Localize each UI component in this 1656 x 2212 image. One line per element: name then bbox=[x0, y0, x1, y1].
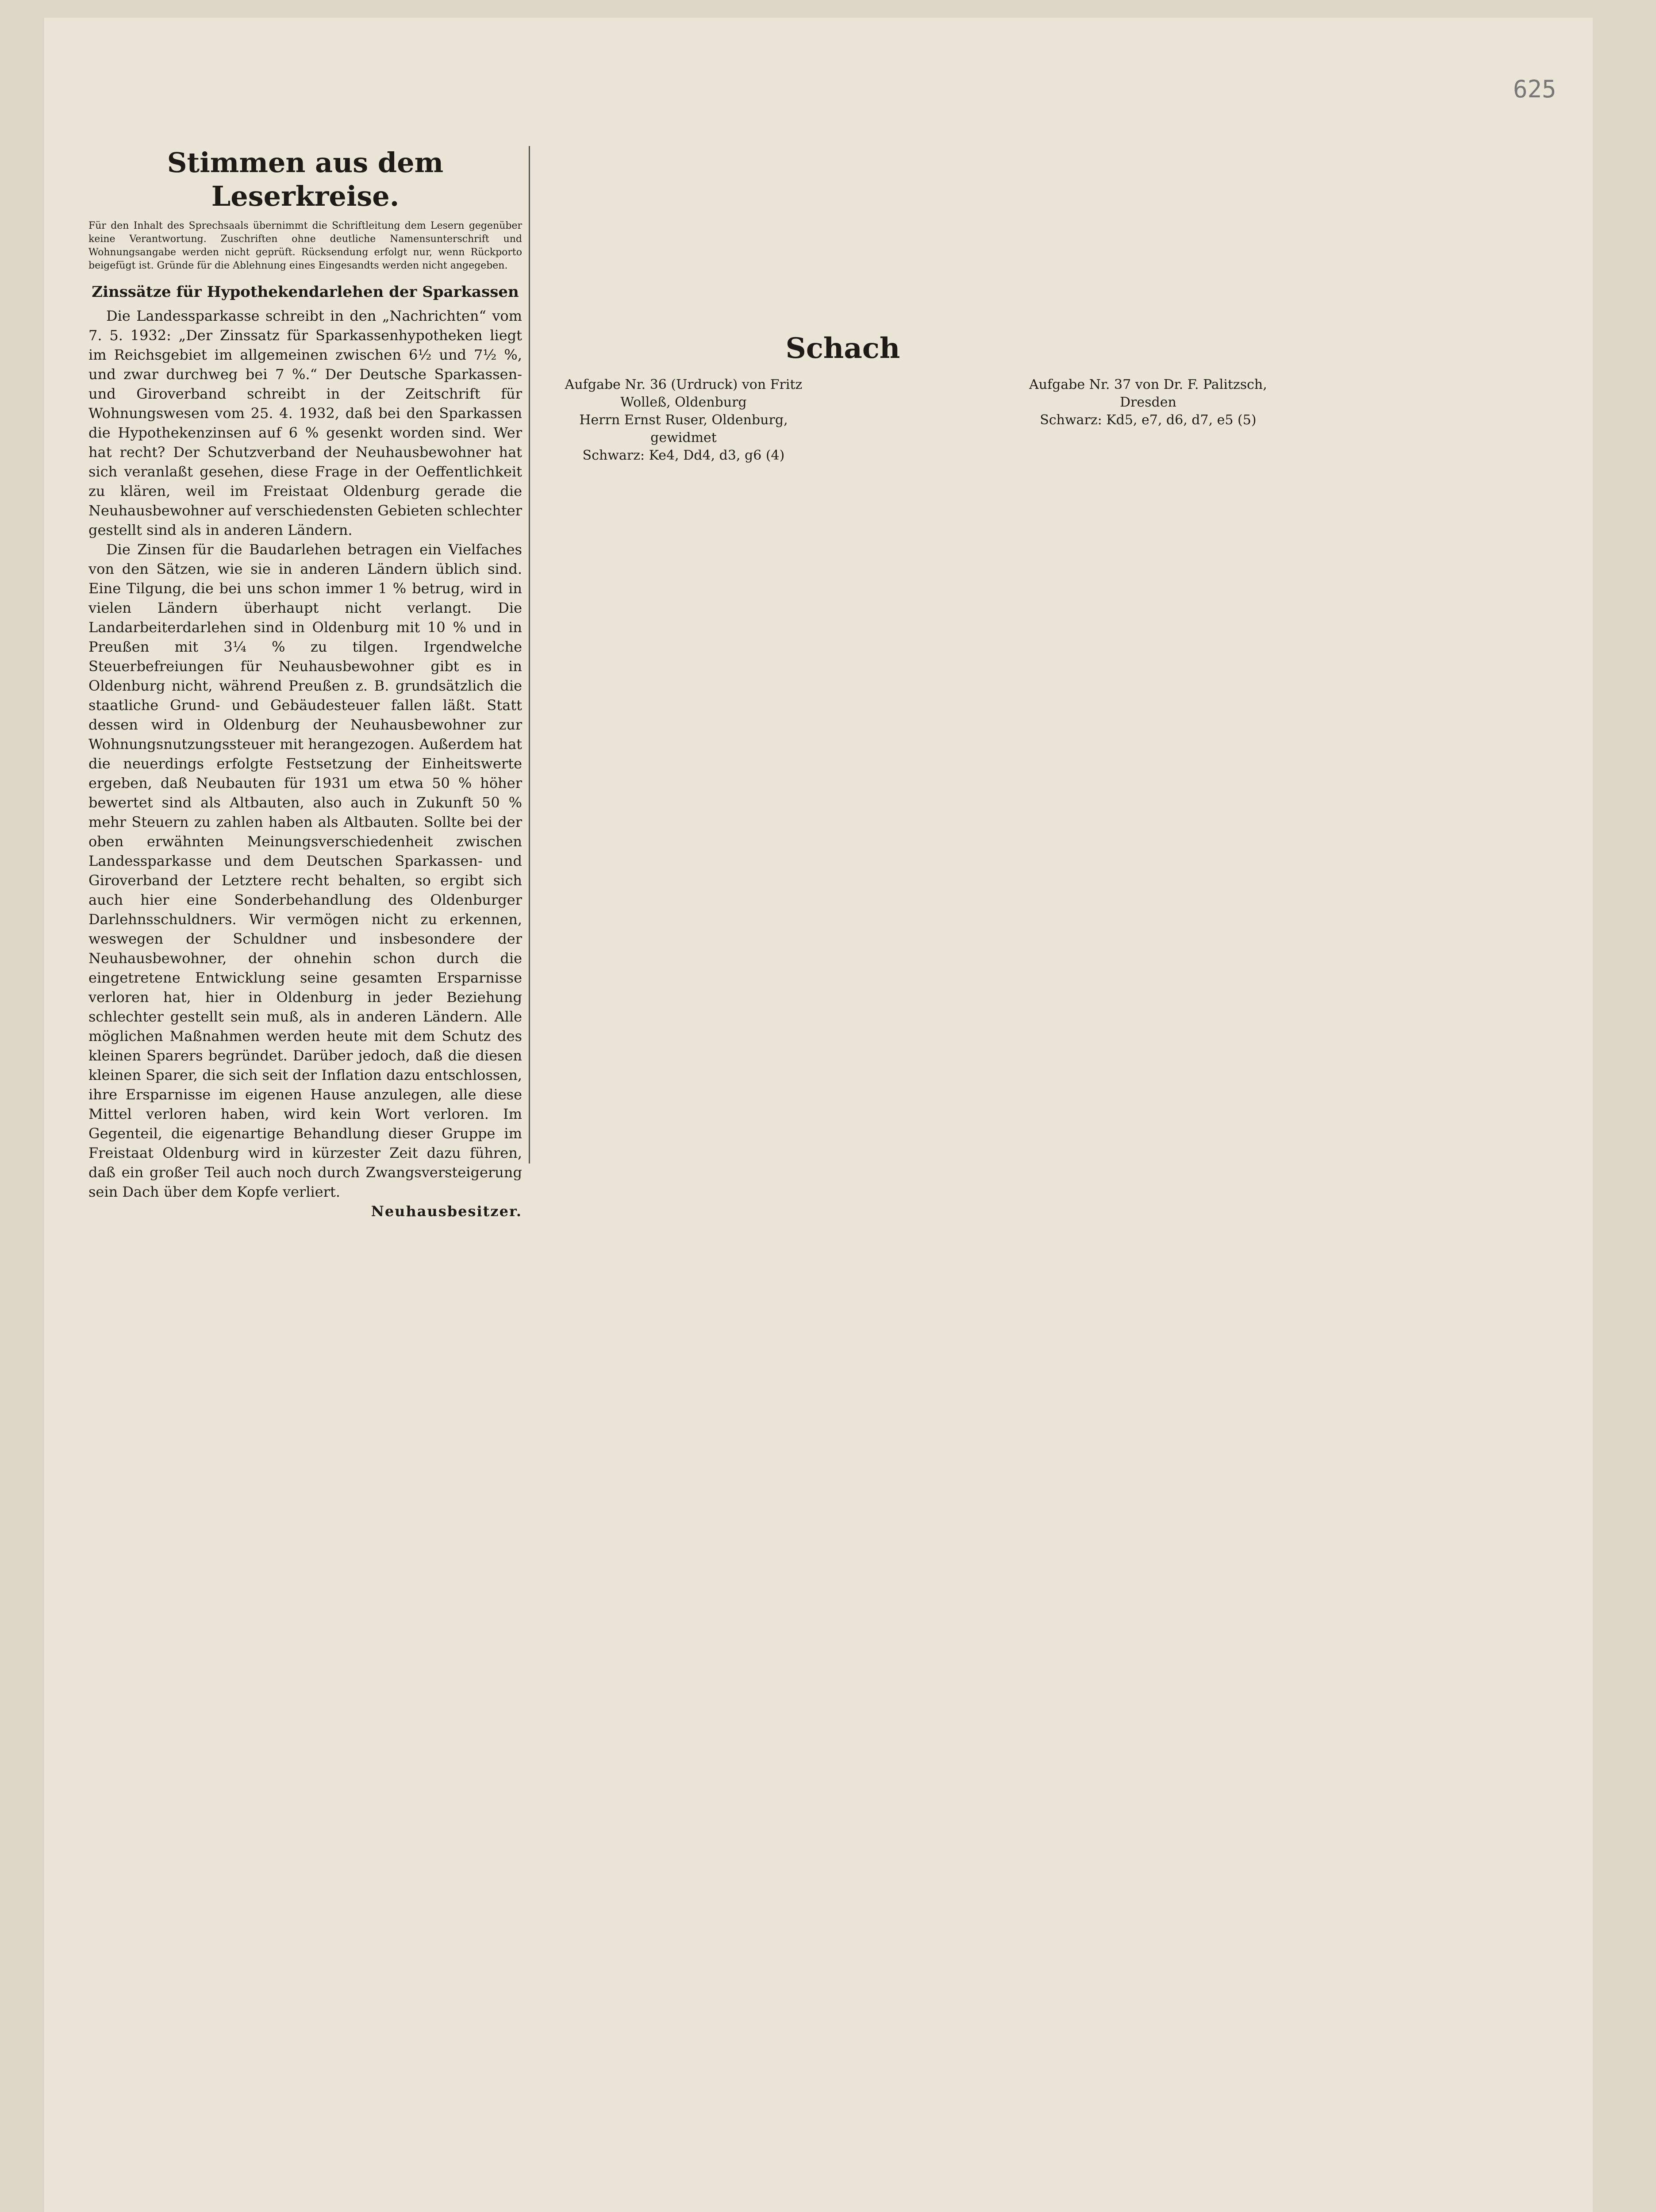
editorial-note: Für den Inhalt des Sprechsaals übernimmt die Schriftleitung dem Lesern gegenüber keine Verantwortung. Zuschriften ohne deutliche Namensunterschrift und Wohnungsangabe werden nicht geprüft. Rücksendung erfolgt nur, wenn Rückporto beigefügt ist. Gründe für die Ablehnung eines Eingesandts werden nicht angegeben. bbox=[88, 220, 522, 271]
section-heading: Stimmen aus dem Leserkreise. bbox=[167, 146, 444, 212]
page-number: 625 bbox=[1513, 75, 1556, 103]
column-rule bbox=[529, 146, 530, 1164]
chess-section-title: Schach bbox=[785, 332, 900, 365]
chess-puzzle-36-header bbox=[544, 376, 823, 465]
article-signature: Neuhausbesitzer. bbox=[371, 1203, 522, 1220]
puzzle-heading: Aufgabe Nr. 36 (Urdruck) von Fritz Wolleß, Oldenburg bbox=[565, 377, 803, 410]
article-paragraph: Die Zinsen für die Baudarlehen betragen ein Vielfaches von den Sätzen, wie sie in anderen Ländern üblich sind. Eine Tilgung, die bei uns schon immer 1 % betrug, wird in vielen Ländern überhaupt nicht verlangt. Die Landarbeiterdarlehen sind in Oldenburg mit 10 % und in Preußen mit 3¼ % zu tilgen. Irgendwelche Steuerbefreiungen für Neuhausbewohner gibt es in Oldenburg nicht, während Preußen z. B. grundsätzlich die staatliche Grund- und Gebäudesteuer fallen läßt. Statt dessen wird in Oldenburg der Neuhausbewohner zur Wohnungsnutzungssteuer mit herangezogen. Außerdem hat die neuerdings erfolgte Festsetzung der Einheitswerte ergeben, daß Neubauten für 1931 um etwa 50 % höher bewertet sind als Altbauten, also auch in Zukunft 50 % mehr Steuern zu zahlen haben als Altbauten. Sollte bei der oben erwähnten Meinungsverschiedenheit zwischen Landessparkasse und dem Deutschen Sparkassen- und Giroverband der Letztere recht behalten, so ergibt sich auch hier eine Sonderbehandlung des Oldenburger Darlehnsschuldners. Wir vermögen nicht zu erkennen, weswegen der Schuldner und insbesondere der Neuhausbewohner, der ohnehin schon durch die eingetretene Entwicklung seine gesamten Ersparnisse verloren hat, hier in Oldenburg in jeder Beziehung schlechter gestellt sein muß, als in anderen Ländern. Alle möglichen Maßnahmen werden heute mit dem Schutz des kleinen Sparers begründet. Darüber jedoch, daß die diesen kleinen Sparer, die sich seit der Inflation dazu entschlossen, ihre Ersparnisse im eigenen Hause anzulegen, alle diese Mittel verloren haben, wird kein Wort verloren. Im Gegenteil, die eigenartige Behandlung dieser Gruppe im Freistaat Oldenburg wird in kürzester Zeit dazu führen, daß ein großer Teil auch noch durch Zwangsversteigerung sein Dach über dem Kopfe verliert. bbox=[88, 541, 522, 1200]
article-paragraph: Die Landessparkasse schreibt in den „Nachrichten“ vom 7. 5. 1932: „Der Zinssatz für Sparkassenhypotheken liegt im Reichsgebiet im allgemeinen zwischen 6½ und 7½ %, und zwar durchweg bei 7 %.“ Der Deutsche Sparkassen- und Giroverband schreibt in der Zeitschrift für Wohnungswesen vom 25. 4. 1932, daß bei den Sparkassen die Hypothekenzinsen auf 6 % gesenkt worden sind. Wer hat recht? Der Schutzverband der Neuhausbewohner hat sich veranlaßt gesehen, diese Frage in der Oeffentlichkeit zu klären, weil im Freistaat Oldenburg gerade die Neuhausbewohner auf verschiedensten Gebieten schlechter gestellt sind als in anderen Ländern. bbox=[88, 307, 522, 538]
puzzle-black-pieces: Schwarz: Ke4, Dd4, d3, g6 (4) bbox=[582, 448, 785, 463]
puzzle-heading: Aufgabe Nr. 37 von Dr. F. Palitzsch, Dresden bbox=[1029, 377, 1267, 410]
puzzle-black-pieces: Schwarz: Kd5, e7, d6, d7, e5 (5) bbox=[1040, 412, 1256, 428]
article-title: Zinssätze für Hypothekendarlehen der Sparkassen bbox=[92, 283, 519, 301]
column-readers-letters bbox=[88, 146, 522, 1220]
chess-puzzle-37-header bbox=[1009, 376, 1287, 429]
puzzle-dedication: Herrn Ernst Ruser, Oldenburg, gewidmet bbox=[579, 412, 788, 445]
